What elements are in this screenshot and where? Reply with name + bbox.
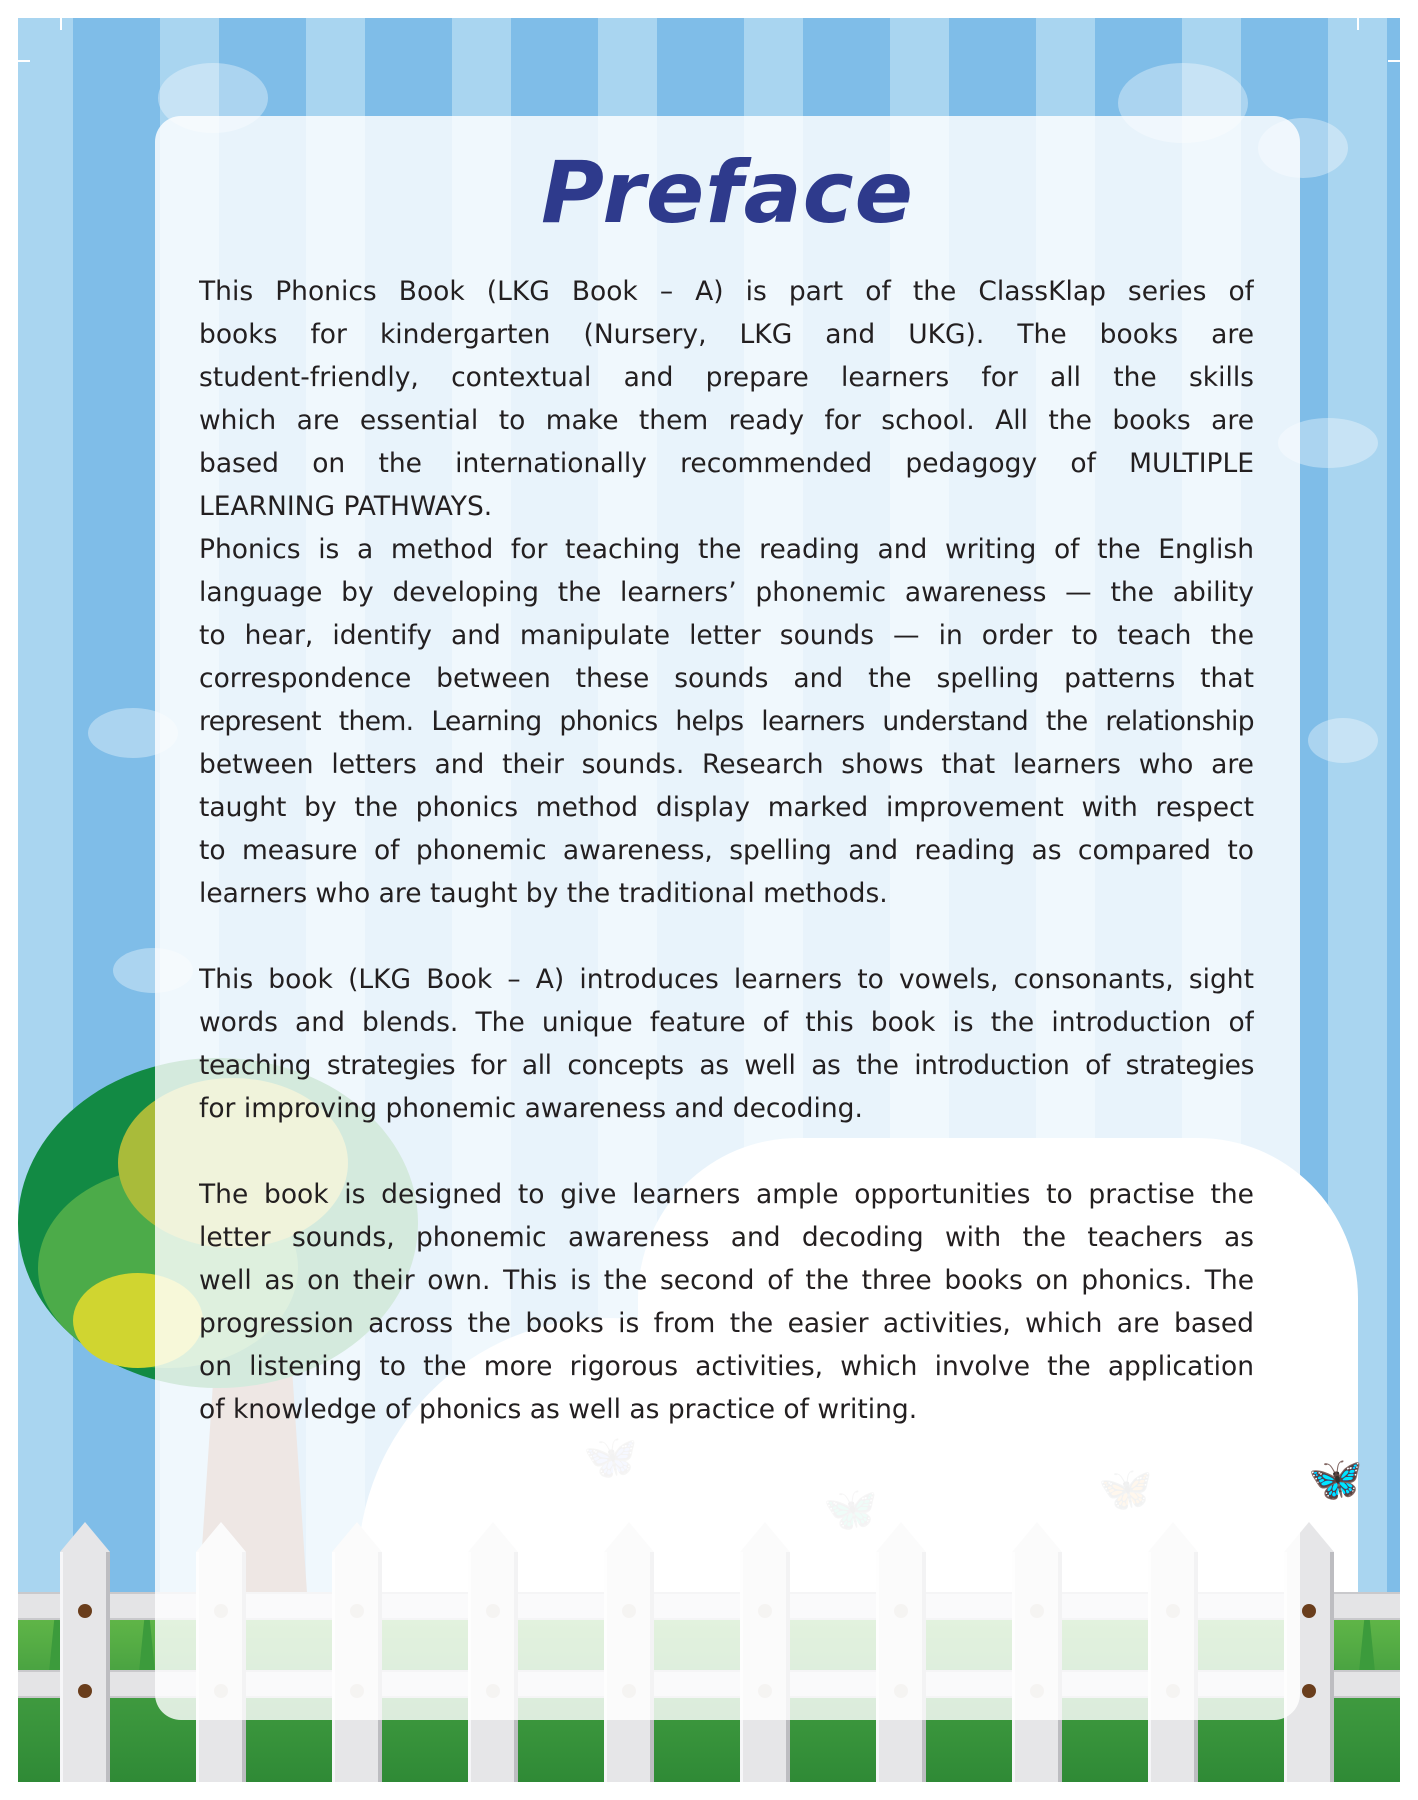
text-line: books for kindergarten (Nursery, LKG and UKG). The books are — [199, 319, 1254, 350]
text-line: taught by the phonics method display marked improvement with respect — [199, 792, 1254, 823]
text-line: well as on their own. This is the second of the three books on phonics. The — [199, 1265, 1254, 1296]
text-line: student-friendly, contextual and prepare learners for all the skills — [199, 362, 1254, 393]
text-line: This book (LKG Book – A) introduces learners to vowels, consonants, sight — [199, 964, 1254, 995]
text-line: language by developing the learners’ phonemic awareness — the ability — [199, 577, 1254, 608]
paragraph-intro — [199, 270, 1254, 528]
text-line: correspondence between these sounds and the spelling patterns that — [199, 663, 1254, 694]
paragraph-book-design — [199, 1173, 1254, 1431]
page-title: Preface — [541, 143, 914, 243]
preface-body — [199, 270, 1254, 1431]
paragraph-spacer — [199, 1130, 1254, 1173]
text-line: LEARNING PATHWAYS. — [199, 491, 493, 522]
text-line: based on the internationally recommended pedagogy of MULTIPLE — [199, 448, 1254, 479]
crop-mark — [1357, 18, 1359, 30]
text-line: letter sounds, phonemic awareness and decoding with the teachers as — [199, 1222, 1254, 1253]
text-line: between letters and their sounds. Research shows that learners who are — [199, 749, 1254, 780]
text-line: of knowledge of phonics as well as practice of writing. — [199, 1394, 918, 1425]
paragraph-phonics-method — [199, 528, 1254, 915]
text-line: words and blends. The unique feature of this book is the introduction of — [199, 1007, 1254, 1038]
text-line: to measure of phonemic awareness, spelling and reading as compared to — [199, 835, 1254, 866]
text-line: This Phonics Book (LKG Book – A) is part of the ClassKlap series of — [199, 276, 1254, 307]
paragraph-book-contents — [199, 958, 1254, 1130]
text-line: learners who are taught by the traditional methods. — [199, 878, 888, 909]
text-line: represent them. Learning phonics helps learners understand the relationship — [199, 706, 1254, 737]
crop-mark — [18, 60, 30, 62]
preface-page — [18, 18, 1400, 1782]
cloud-decoration — [1308, 718, 1378, 763]
text-line: progression across the books is from the easier activities, which are based — [199, 1308, 1254, 1339]
paragraph-spacer — [199, 915, 1254, 958]
text-line: The book is designed to give learners ample opportunities to practise the — [199, 1179, 1254, 1210]
text-line: on listening to the more rigorous activities, which involve the application — [199, 1351, 1254, 1382]
fence-picket — [60, 1552, 110, 1782]
text-line: which are essential to make them ready for school. All the books are — [199, 405, 1254, 436]
crop-mark — [1388, 60, 1400, 62]
butterfly-icon: 🦋 — [1308, 1454, 1363, 1505]
text-line: teaching strategies for all concepts as well as the introduction of strategies — [199, 1050, 1254, 1081]
text-line: Phonics is a method for teaching the reading and writing of the English — [199, 534, 1254, 565]
crop-mark — [60, 18, 62, 30]
content-panel — [155, 116, 1300, 1720]
text-line: to hear, identify and manipulate letter sounds — in order to teach the — [199, 620, 1254, 651]
text-line: for improving phonemic awareness and decoding. — [199, 1093, 863, 1124]
